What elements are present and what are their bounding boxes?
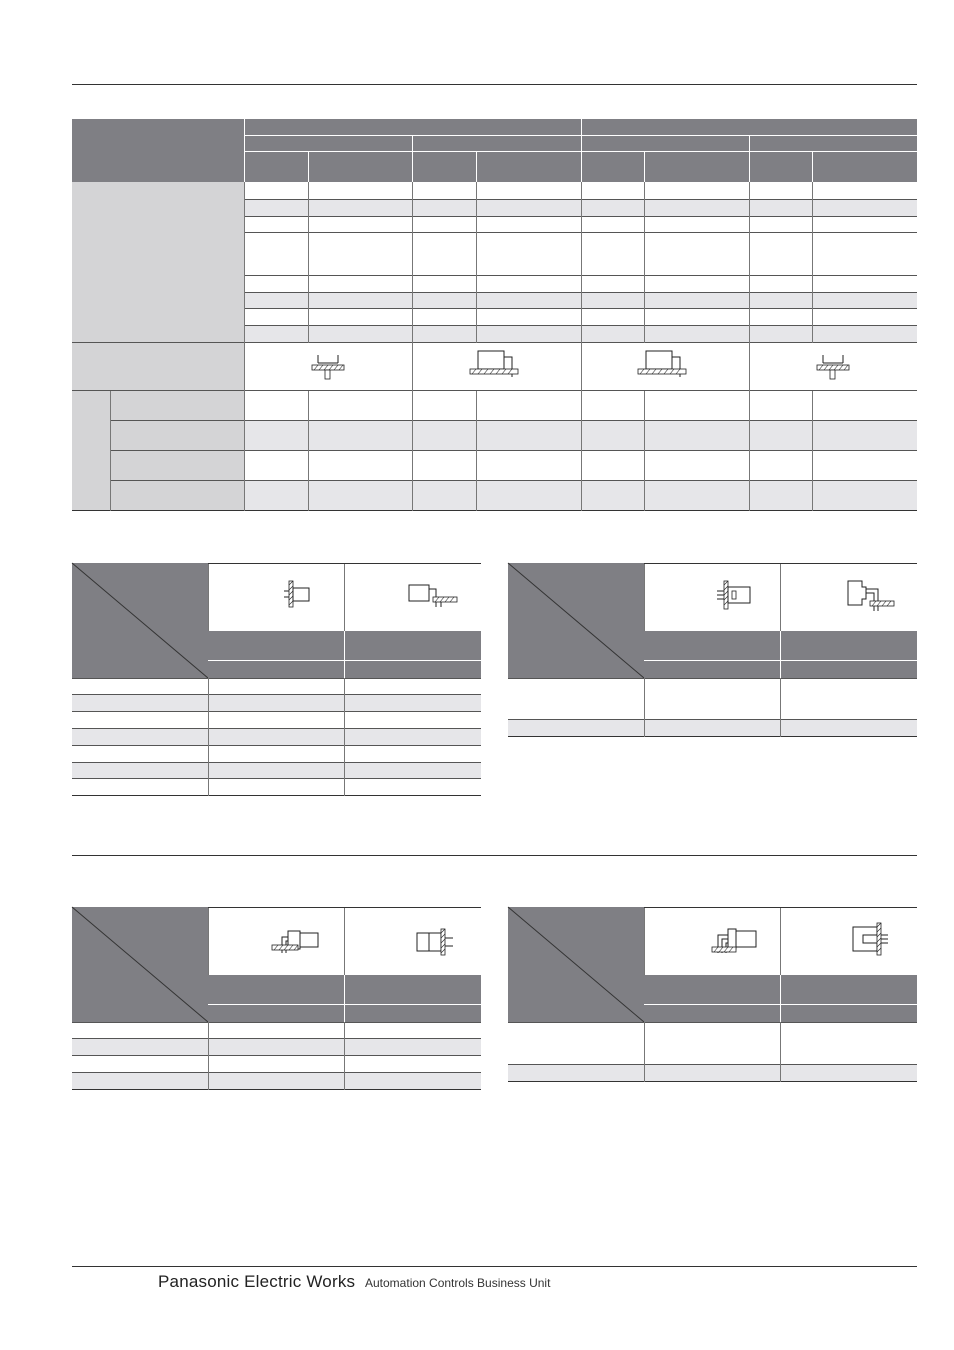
table-row xyxy=(72,762,481,778)
pcb-horizontal-mount-icon xyxy=(470,351,522,381)
pcb-bent-lead-icon xyxy=(848,581,898,613)
panel-pin-mount-icon xyxy=(417,929,457,957)
pcb-vertical-terminal-icon xyxy=(817,355,849,381)
panel-bracket-mount-icon xyxy=(853,923,893,957)
pcb-vertical-terminal-icon xyxy=(312,355,344,381)
table-row xyxy=(72,1039,481,1055)
spec-table-middle-right xyxy=(508,563,917,737)
panel-mount-icon xyxy=(281,581,315,609)
row-label-mounting xyxy=(72,343,244,390)
table-row xyxy=(72,729,481,745)
row-label-group-2 xyxy=(72,391,110,511)
spec-table-bottom-right xyxy=(508,907,917,1082)
table-row xyxy=(72,1073,481,1089)
pcb-horizontal-mount-icon xyxy=(638,351,690,381)
row-sublabel xyxy=(111,391,244,420)
pcb-bent-lead-icon xyxy=(712,927,764,959)
footer-brand: Panasonic Electric Works xyxy=(158,1272,356,1291)
table-row xyxy=(508,720,917,736)
spec-table-top xyxy=(72,119,917,511)
row-sublabel xyxy=(111,451,244,480)
top-rule xyxy=(72,84,917,85)
section-rule xyxy=(72,855,917,856)
pcb-right-angle-icon xyxy=(270,927,322,957)
table-row xyxy=(72,695,481,711)
footer-unit: Automation Controls Business Unit xyxy=(365,1276,551,1290)
panel-mount-terminal-icon xyxy=(714,581,754,611)
spec-table-middle-left xyxy=(72,563,481,796)
table-row xyxy=(508,1065,917,1081)
pcb-side-mount-icon xyxy=(409,583,459,609)
row-label-group-1 xyxy=(72,182,244,342)
row-sublabel xyxy=(111,421,244,450)
spec-table-bottom-left xyxy=(72,907,481,1090)
row-sublabel xyxy=(111,481,244,511)
footer-rule xyxy=(72,1266,917,1267)
